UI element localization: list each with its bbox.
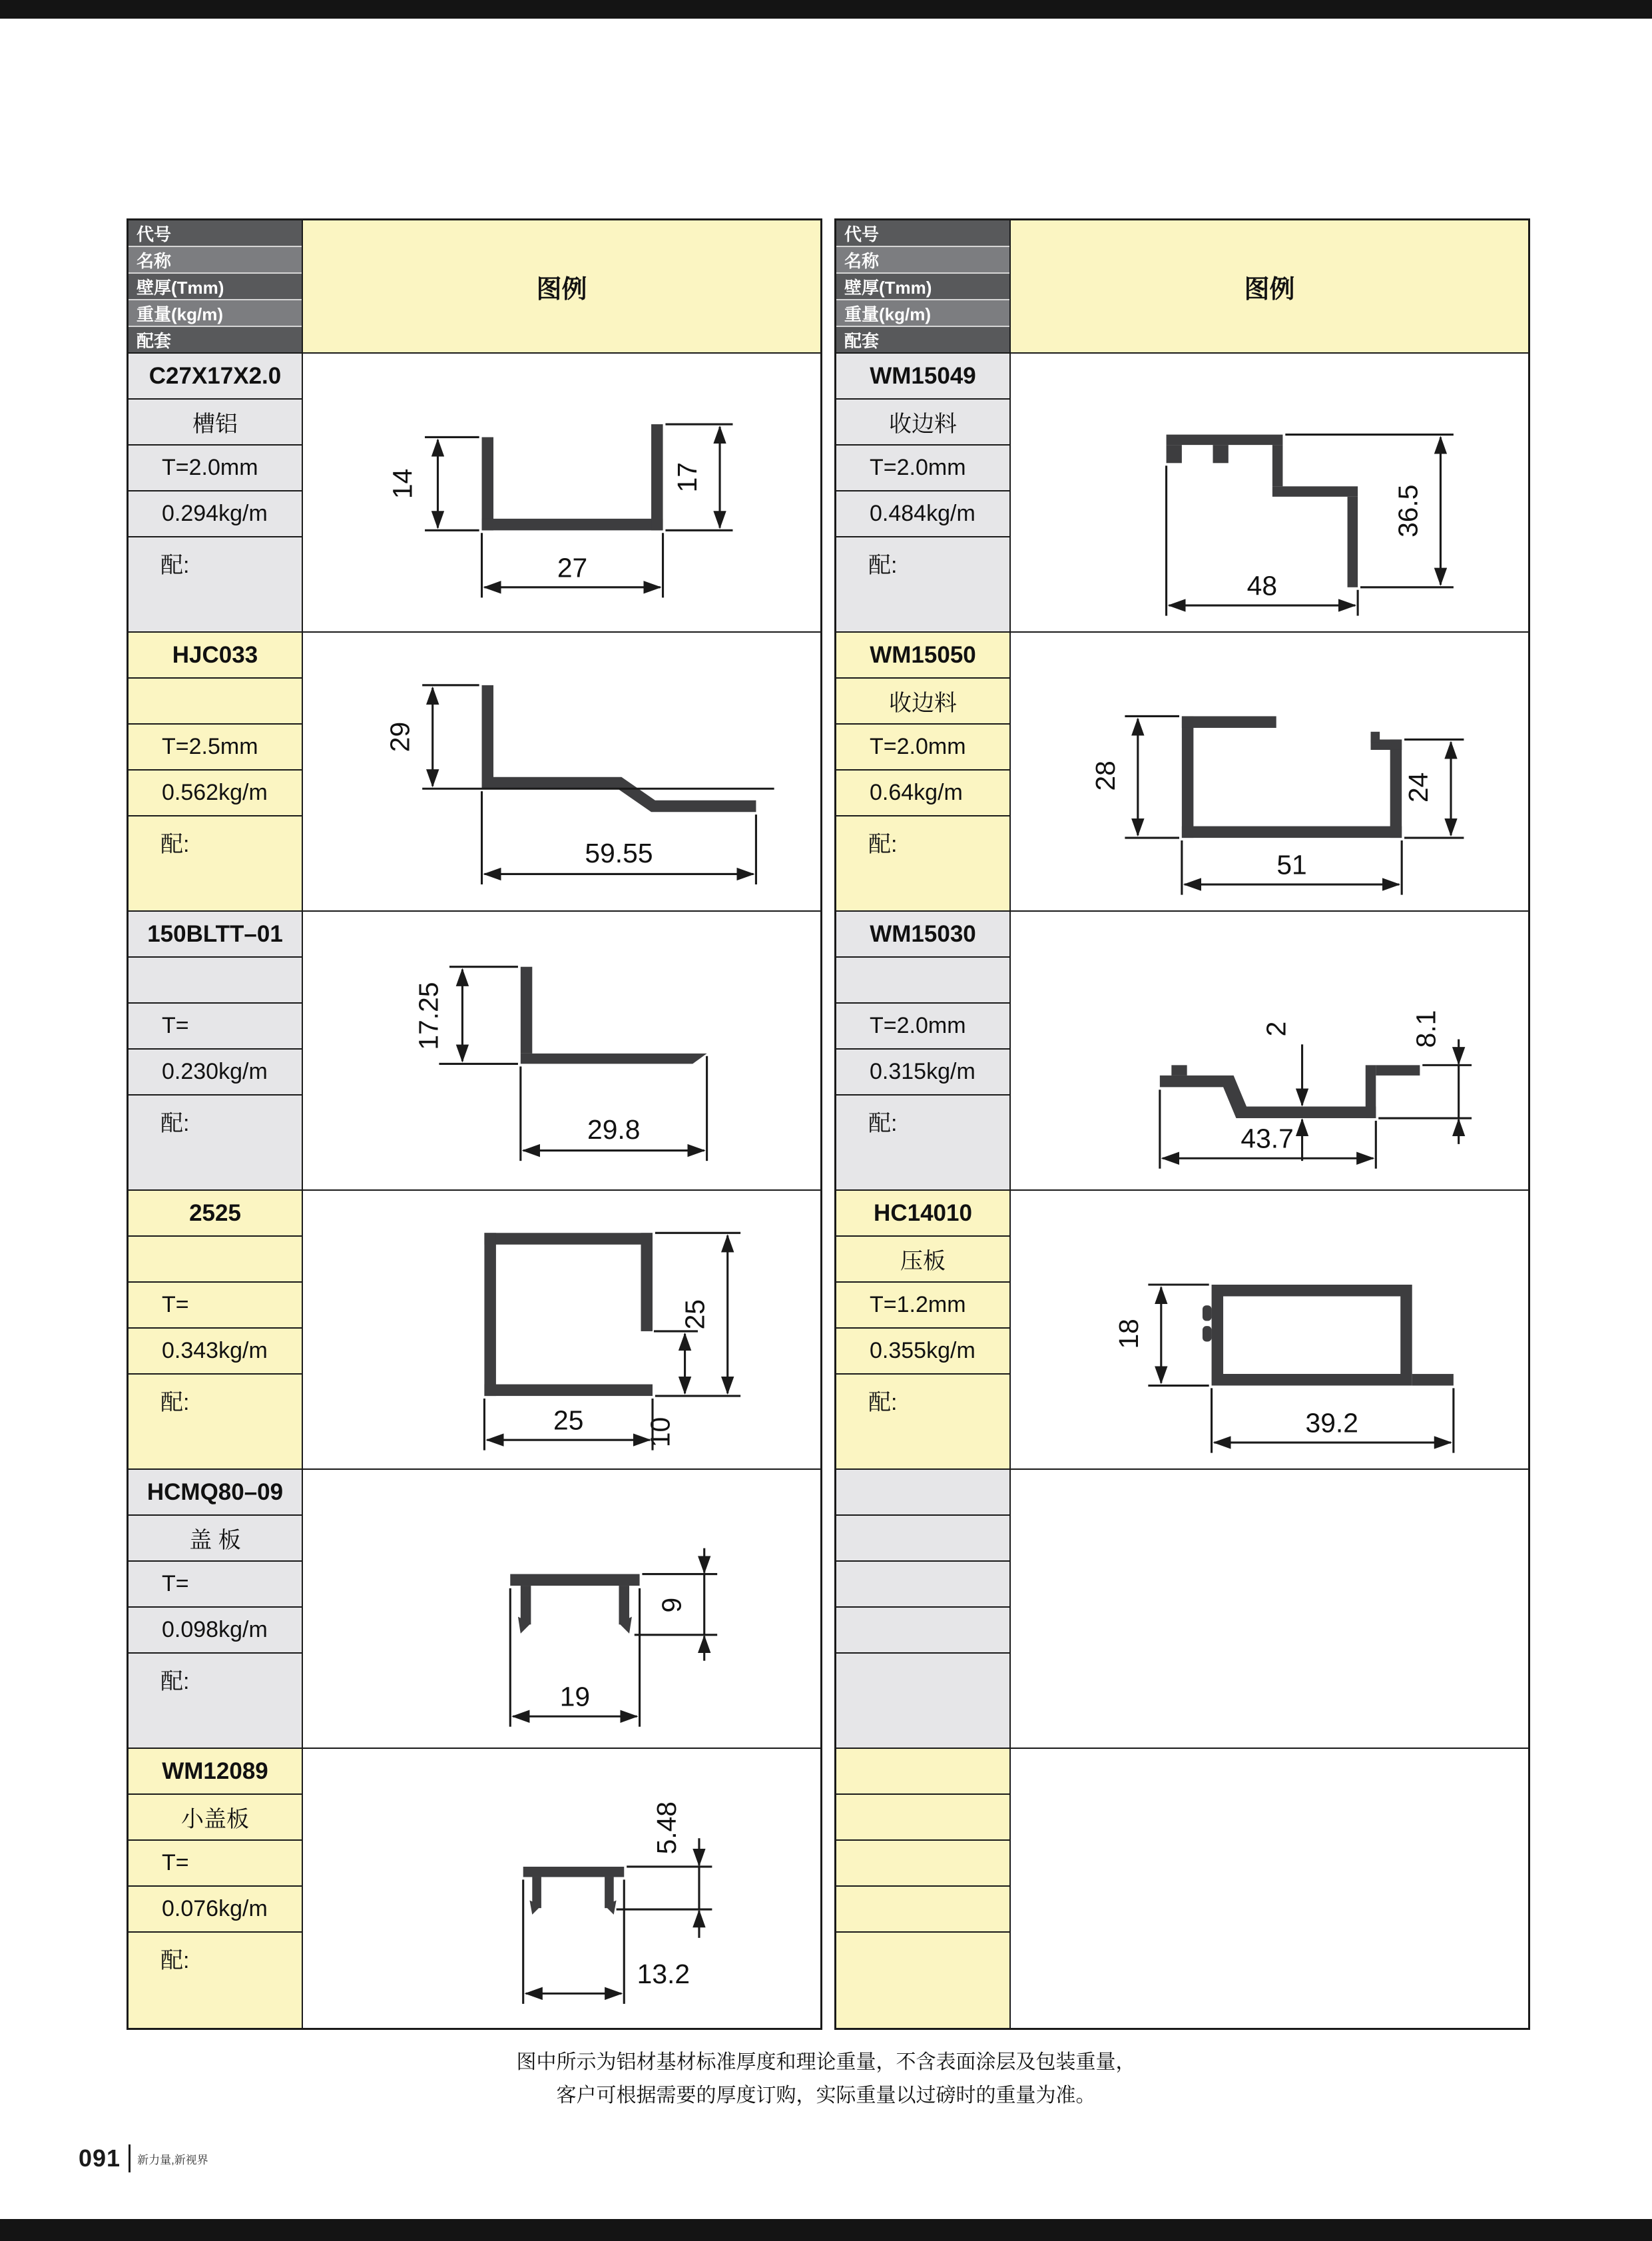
cell-name — [129, 1237, 302, 1283]
dim-label: 17.25 — [412, 981, 443, 1050]
cell-code: WM15049 — [836, 354, 1009, 400]
diagram-c27x17x2-u-channel — [303, 354, 820, 633]
cell-thickness: T=2.0mm — [836, 1004, 1009, 1050]
cell-weight: 0.343kg/m — [129, 1329, 302, 1375]
cell-match: 配: — [129, 1375, 302, 1470]
cell-thickness: T= — [129, 1283, 302, 1329]
cell-match — [836, 1654, 1009, 1749]
cell-match: 配: — [836, 1375, 1009, 1470]
cell-match: 配: — [129, 537, 302, 633]
diagram-hc14010-press-plate — [1011, 1191, 1528, 1470]
cell-thickness: T=2.5mm — [129, 725, 302, 771]
cell-thickness — [836, 1562, 1009, 1608]
page-number: 091 — [79, 2144, 121, 2172]
cell-match: 配: — [836, 1096, 1009, 1191]
top-print-bar — [0, 0, 1652, 19]
cell-thickness: T= — [129, 1562, 302, 1608]
cell-match: 配: — [129, 1096, 302, 1191]
cell-code: C27X17X2.0 — [129, 354, 302, 400]
cell-weight: 0.230kg/m — [129, 1050, 302, 1096]
dim-label: 25 — [553, 1405, 583, 1436]
cell-code: HJC033 — [129, 633, 302, 679]
header-match: 配套 — [836, 327, 1009, 354]
footer-brand-slogan: 新力量,新视界 — [137, 2153, 208, 2166]
cell-thickness: T=1.2mm — [836, 1283, 1009, 1329]
cell-code: HCMQ80–09 — [129, 1470, 302, 1516]
cell-name — [836, 958, 1009, 1004]
dim-label: 5.48 — [651, 1801, 682, 1854]
disclaimer-text — [0, 2046, 1652, 2112]
header-code: 代号 — [129, 220, 302, 247]
page-footer — [79, 2144, 208, 2172]
dim-label: 10 — [644, 1417, 675, 1447]
dim-label: 43.7 — [1240, 1123, 1294, 1154]
dim-label: 24 — [1402, 772, 1434, 802]
dim-label: 29.8 — [587, 1114, 640, 1145]
cell-weight: 0.315kg/m — [836, 1050, 1009, 1096]
cell-match: 配: — [836, 816, 1009, 912]
cell-name: 小盖板 — [129, 1795, 302, 1841]
dim-label: 19 — [559, 1681, 590, 1712]
cell-weight: 0.355kg/m — [836, 1329, 1009, 1375]
cell-thickness — [836, 1841, 1009, 1887]
cell-name — [129, 679, 302, 725]
cell-code: WM15030 — [836, 912, 1009, 958]
diagram-empty — [1011, 1470, 1528, 1749]
cell-match: 配: — [129, 1654, 302, 1749]
cell-name: 压板 — [836, 1237, 1009, 1283]
cell-code: WM15050 — [836, 633, 1009, 679]
header-name: 名称 — [836, 247, 1009, 274]
dim-label: 2 — [1260, 1021, 1291, 1036]
disclaimer-line-2: 客户可根据需要的厚度订购，实际重量以过磅时的重量为准。 — [556, 2084, 1096, 2106]
diagram-wm12089-small-cap — [303, 1749, 820, 2028]
dim-label: 27 — [557, 551, 587, 583]
diagram-2525-open-square — [303, 1191, 820, 1470]
dim-label: 8.1 — [1410, 1010, 1442, 1048]
cell-weight: 0.098kg/m — [129, 1608, 302, 1654]
cell-match: 配: — [129, 816, 302, 912]
cell-match: 配: — [129, 1933, 302, 2028]
dim-label: 17 — [671, 462, 702, 492]
cell-name — [129, 958, 302, 1004]
diagram-150bltt01-l-angle — [303, 912, 820, 1191]
header-match: 配套 — [129, 327, 302, 354]
legend-header: 图例 — [303, 220, 820, 354]
dim-label: 59.55 — [584, 837, 653, 868]
label-column — [836, 220, 1011, 2028]
dim-label: 51 — [1276, 848, 1307, 880]
cell-weight: 0.076kg/m — [129, 1887, 302, 1933]
header-weight: 重量(kg/m) — [836, 300, 1009, 327]
cell-name: 收边料 — [836, 679, 1009, 725]
cell-weight: 0.562kg/m — [129, 771, 302, 816]
dim-label: 25 — [679, 1299, 710, 1329]
label-column — [129, 220, 303, 2028]
cell-weight — [836, 1608, 1009, 1654]
profile-table-left — [127, 218, 822, 2030]
disclaimer-line-1: 图中所示为铝材基材标准厚度和理论重量，不含表面涂层及包装重量， — [516, 2051, 1136, 2073]
cell-name — [836, 1516, 1009, 1562]
header-code: 代号 — [836, 220, 1009, 247]
header-thickness: 壁厚(Tmm) — [129, 274, 302, 300]
cell-code: 2525 — [129, 1191, 302, 1237]
header-name: 名称 — [129, 247, 302, 274]
diagram-hcmq80-cover-cap — [303, 1470, 820, 1749]
dim-label: 13.2 — [637, 1958, 690, 1989]
cell-thickness: T= — [129, 1841, 302, 1887]
cell-match: 配: — [836, 537, 1009, 633]
cell-thickness: T=2.0mm — [129, 446, 302, 491]
cell-code: 150BLTT–01 — [129, 912, 302, 958]
dim-label: 28 — [1089, 760, 1121, 791]
cell-weight: 0.64kg/m — [836, 771, 1009, 816]
dim-label: 36.5 — [1392, 483, 1423, 537]
diagram-empty — [1011, 1749, 1528, 2028]
cell-name: 盖 板 — [129, 1516, 302, 1562]
profile-table-right — [834, 218, 1530, 2030]
diagram-wm15049-edge-trim — [1011, 354, 1528, 633]
legend-header: 图例 — [1011, 220, 1528, 354]
cell-code — [836, 1749, 1009, 1795]
cell-name — [836, 1795, 1009, 1841]
dim-label: 14 — [387, 468, 418, 499]
diagram-column — [303, 220, 820, 2028]
dim-label: 18 — [1113, 1318, 1144, 1349]
header-weight: 重量(kg/m) — [129, 300, 302, 327]
cell-thickness: T= — [129, 1004, 302, 1050]
cell-weight — [836, 1887, 1009, 1933]
cell-name: 槽铝 — [129, 400, 302, 446]
diagram-hjc033-z-angle — [303, 633, 820, 912]
cell-match — [836, 1933, 1009, 2028]
diagram-column — [1011, 220, 1528, 2028]
dim-label: 29 — [384, 721, 415, 752]
header-thickness: 壁厚(Tmm) — [836, 274, 1009, 300]
dim-label: 48 — [1246, 569, 1277, 601]
bottom-print-bar — [0, 2219, 1652, 2241]
dim-label: 39.2 — [1305, 1407, 1358, 1438]
cell-code — [836, 1470, 1009, 1516]
footer-divider — [129, 2144, 131, 2172]
cell-name: 收边料 — [836, 400, 1009, 446]
cell-code: WM12089 — [129, 1749, 302, 1795]
cell-thickness: T=2.0mm — [836, 725, 1009, 771]
diagram-wm15050-edge-trim — [1011, 633, 1528, 912]
cell-code: HC14010 — [836, 1191, 1009, 1237]
cell-weight: 0.294kg/m — [129, 491, 302, 537]
dim-label: 9 — [656, 1597, 687, 1613]
cell-weight: 0.484kg/m — [836, 491, 1009, 537]
diagram-wm15030-tray — [1011, 912, 1528, 1191]
cell-thickness: T=2.0mm — [836, 446, 1009, 491]
